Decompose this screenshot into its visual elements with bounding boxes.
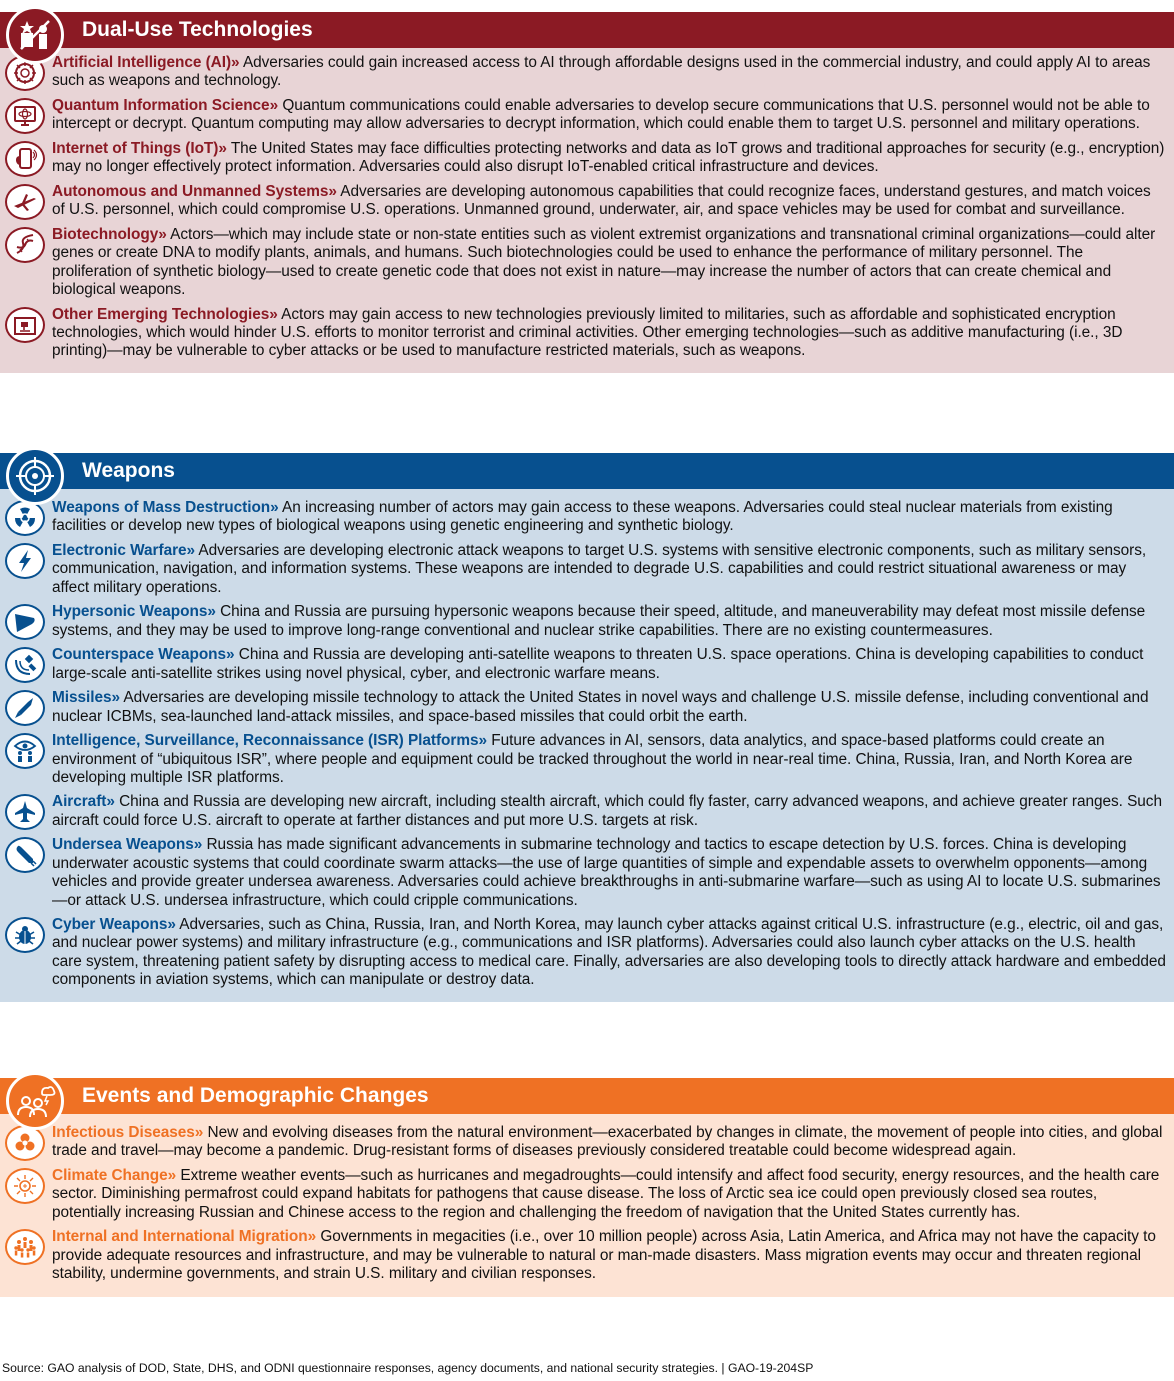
entry-title: Infectious Diseases» [52, 1124, 204, 1141]
weapons-section [0, 453, 1174, 1002]
entry-description: Future advances in AI, sensors, data analytics, and space-based platforms could create an environment of “ubiquitous ISR”, where people and equipment could be tracked throughout the world in near-real time. China, Russia, Iran, and North Korea are developing multiple ISR platforms. [52, 732, 1133, 787]
eye-people-icon [5, 733, 45, 769]
entry-title: Internal and International Migration» [52, 1228, 317, 1246]
entry-description: Governments in megacities (i.e., over 10 million people) across Asia, Latin America, and Africa may not have the capacity to provide adequate resources and infrastructure, and may be vulnerable to natural or man-made disasters. Mass migration events may occur and threaten regional stability, undermine governments, and strain U.S. military and civilian responses. [52, 1228, 1156, 1283]
entry-description: Adversaries, such as China, Russia, Iran, and North Korea, may launch cyber attacks against critical U.S. infrastructure (e.g., electric, oil and gas, and nuclear power systems) and military infrastructure (e.g., communications and ISR platforms). Adversaries could also launch cyber attacks on the U.S. health care system, threatening patient safety by disrupting access to medical care. Finally, adversaries are also developing tools to directly attack hardware and embedded components in aviation systems, which can manipulate or destroy data. [52, 916, 1166, 989]
section-title: Weapons [82, 459, 175, 482]
list-item [0, 140, 1166, 177]
entry-description: Actors may gain access to new technologies previously limited to militaries, such as affordable and sophisticated encryption technologies, which would hinder U.S. efforts to monitor terrorist and criminal activities. Other emerging technologies—such as additive manufacturing (i.e., 3D printing)—may be vulnerable to cyber attacks or be used to manufacture restricted materials, such as weapons. [52, 305, 1123, 360]
entry-description: China and Russia are developing new aircraft, including stealth aircraft, which could fly faster, carry advanced weapons, and achieve greater ranges. Such aircraft could force U.S. aircraft to operate at farther distances and put more U.S. targets at risk. [52, 793, 1162, 829]
list-item [0, 732, 1166, 787]
list-item [0, 1228, 1166, 1283]
missile-icon [5, 690, 45, 726]
list-item [0, 226, 1166, 300]
lightning-icon [5, 543, 45, 579]
list-item [0, 542, 1166, 597]
list-item [0, 54, 1166, 91]
list-item [0, 646, 1166, 683]
entry-description: Adversaries are developing autonomous capabilities that could recognize faces, understand gestures, and match voices of U.S. personnel, which could compromise U.S. operations. Unmanned ground, underwater, air, and space vehicles may be used for combat and surveillance. [52, 183, 1151, 219]
torpedo-icon [5, 837, 45, 873]
list-item [0, 836, 1166, 910]
drone-icon [5, 184, 45, 220]
entry-description: Adversaries could gain increased access to AI through affordable designs used in the commercial industry, and could apply AI to areas such as weapons and technology. [52, 54, 1151, 90]
list-item [0, 1167, 1166, 1222]
dual-use-icon [6, 6, 64, 64]
entry-title: Cyber Weapons» [52, 916, 176, 934]
section-header [0, 12, 1174, 48]
entry-title: Climate Change» [52, 1167, 177, 1184]
entry-title: Hypersonic Weapons» [52, 603, 216, 621]
entry-title: Autonomous and Unmanned Systems» [52, 183, 337, 200]
dual-use-section [0, 12, 1174, 373]
jet-icon [5, 794, 45, 830]
list-item [0, 916, 1166, 990]
events-section [0, 1078, 1174, 1297]
entry-title: Biotechnology» [52, 226, 167, 243]
section-header [0, 453, 1174, 489]
crowd-icon [5, 1229, 45, 1265]
list-item [0, 183, 1166, 220]
radiation-icon [5, 500, 45, 536]
dna-icon [5, 227, 45, 263]
entry-description: China and Russia are pursuing hypersonic weapons because their speed, altitude, and maneuverability may defeat most missile defense systems, and they may be used to improve long-range conventional and nuclear strike capabilities. There are no existing countermeasures. [52, 603, 1146, 639]
list-item [0, 689, 1166, 726]
entry-description: New and evolving diseases from the natural environment—exacerbated by changes in climate, the movement of people into cities, and global trade and travel—may become a pandemic. Drug-resistant forms of diseases previously considered treatable could become widespread again. [52, 1124, 1163, 1160]
list-item [0, 793, 1166, 830]
section-body [0, 489, 1174, 1002]
entry-title: Aircraft» [52, 793, 115, 811]
sun-icon [5, 1168, 45, 1204]
section-header [0, 1078, 1174, 1114]
3d-printer-icon [5, 307, 45, 343]
satellite-icon [5, 647, 45, 683]
entry-title: Other Emerging Technologies» [52, 305, 278, 323]
entry-description: Quantum communications could enable adversaries to develop secure communications that U.S. personnel would not be able to intercept or decrypt. Quantum computing may allow adversaries to decrypt information, which could enable them to target U.S. personnel and military operations. [52, 97, 1150, 133]
list-item [0, 306, 1166, 361]
entry-title: Quantum Information Science» [52, 97, 279, 114]
hypersonic-icon [5, 604, 45, 640]
entry-title: Intelligence, Surveillance, Reconnaissance (ISR) Platforms» [52, 732, 487, 750]
entry-title: Missiles» [52, 689, 120, 707]
phone-hand-icon [5, 141, 45, 177]
entry-description: China and Russia are developing anti-satellite weapons to threaten U.S. space operations. China is developing capabilities to conduct large-scale anti-satellite strikes using novel physical, cyber, and electronic warfare means. [52, 646, 1144, 682]
entry-title: Undersea Weapons» [52, 836, 203, 854]
list-item [0, 97, 1166, 134]
entry-title: Artificial Intelligence (AI)» [52, 54, 240, 71]
entry-description: Adversaries are developing electronic attack weapons to target U.S. systems with sensitive electronic components, such as military sensors, communication, navigation, and information systems. These weapons are intended to degrade U.S. capabilities and could restrict situational awareness or may affect military operations. [52, 542, 1147, 596]
people-weather-icon [6, 1072, 64, 1130]
list-item [0, 1124, 1166, 1161]
source-note: Source: GAO analysis of DOD, State, DHS, and ODNI questionnaire responses, agency documents, and national security strategies. | GAO-19-204SP [2, 1361, 814, 1375]
biohazard-icon [5, 1125, 45, 1161]
bug-icon [5, 917, 45, 953]
entry-title: Electronic Warfare» [52, 542, 196, 559]
entry-title: Weapons of Mass Destruction» [52, 499, 279, 516]
entry-description: The United States may face difficulties protecting networks and data as IoT grows and traditional approaches for security (e.g., encryption) may no longer effectively protect information. Adversaries could also disrupt IoT-enabled critical infrastructure and devices. [52, 140, 1165, 176]
crosshair-icon [6, 447, 64, 505]
list-item [0, 603, 1166, 640]
section-body [0, 1114, 1174, 1297]
entry-title: Internet of Things (IoT)» [52, 140, 227, 157]
section-body [0, 48, 1174, 373]
entry-description: Extreme weather events—such as hurricanes and megadroughts—could intensify and affect food security, energy resources, and the health care sector. Diminishing permafrost could expand habitats for pathogens that cause disease. The loss of Arctic sea ice could open previously closed sea routes, potentially increasing Russian and Chinese access to the region and challenging the freedom of navigation that the United States currently has. [52, 1167, 1160, 1221]
entry-title: Counterspace Weapons» [52, 646, 235, 664]
atom-monitor-icon [5, 98, 45, 134]
list-item [0, 499, 1166, 536]
entry-description: Actors—which may include state or non-state entities such as violent extremist organizations and transnational criminal organizations—could alter genes or create DNA to modify plants, animals, and humans. Such biotechnologies could be used to enhance the performance of military personnel. The proliferation of synthetic biology—used to create genetic code that does not exist in nature—may increase the number of actors that can create chemical and biological weapons. [52, 226, 1156, 299]
entry-description: Russia has made significant advancements in submarine technology and tactics to escape detection by U.S. forces. China is developing underwater acoustic systems that could coordinate swarm attacks—the use of large quantities of simple and expendable assets to overwhelm opponents—among vehicles and provide greater undersea awareness. Adversaries could achieve breakthroughs in anti-submarine warfare—such as using AI to locate U.S. submarines—or attack U.S. undersea infrastructure, which could cripple communications. [52, 836, 1161, 909]
section-title: Dual-Use Technologies [82, 18, 313, 41]
entry-description: Adversaries are developing missile technology to attack the United States in novel ways and challenge U.S. missile defense, including conventional and nuclear ICBMs, sea-launched land-attack missiles, and space-based missiles that could orbit the earth. [52, 689, 1149, 725]
section-title: Events and Demographic Changes [82, 1084, 429, 1107]
entry-description: An increasing number of actors may gain access to these weapons. Adversaries could steal nuclear materials from existing facilities or develop new types of biological weapons using genetic engineering and synthetic biology. [52, 499, 1113, 535]
